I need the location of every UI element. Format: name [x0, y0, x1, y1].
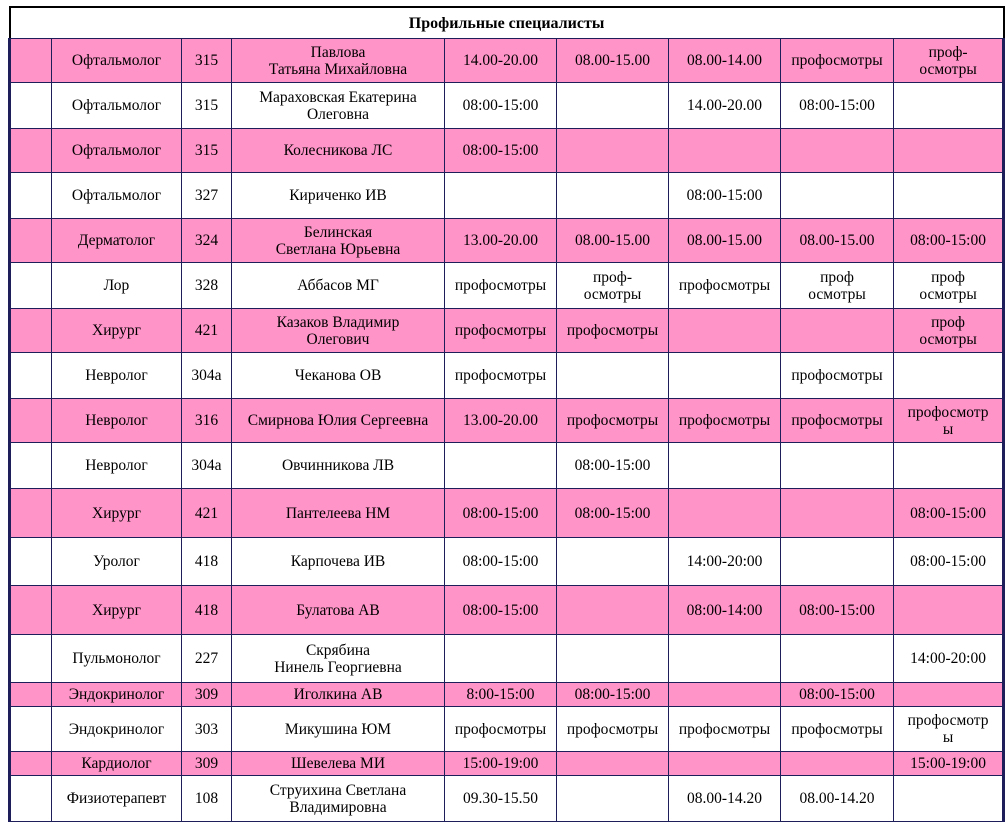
- doctor-name-cell: [232, 173, 445, 219]
- doctor-name-line: Белинская: [303, 223, 373, 241]
- schedule-cell: [445, 353, 557, 399]
- row-marker-cell: [10, 683, 52, 707]
- schedule-value: 14:00-20:00: [686, 553, 763, 570]
- row-marker-cell: [10, 309, 52, 353]
- schedule-cell: [781, 39, 894, 83]
- specialty-cell: Невролог: [52, 399, 182, 443]
- schedule-value: 08:00-15:00: [462, 601, 539, 619]
- schedule-cell: [669, 219, 781, 263]
- schedule-value: проф: [931, 268, 965, 286]
- schedule-cell: [781, 173, 894, 219]
- room-cell: 421: [182, 309, 232, 353]
- doctor-name-line: Струихина Светлана: [269, 781, 407, 799]
- specialty-cell: Хирург: [52, 586, 182, 635]
- schedule-value: ы: [942, 420, 954, 438]
- doctor-name-cell: [232, 399, 445, 443]
- table-row: [10, 586, 1004, 635]
- schedule-value: 08.00-15.00: [575, 52, 650, 69]
- schedule-value: 14:00-20:00: [910, 650, 986, 667]
- schedule-cell: [557, 399, 669, 443]
- doctor-name-line: Казаков Владимир: [276, 313, 400, 331]
- table-title: Профильные специалисты: [10, 7, 1004, 39]
- schedule-cell: [669, 538, 781, 586]
- schedule-value: осмотры: [919, 330, 977, 348]
- specialty-cell: Эндокринолог: [52, 707, 182, 752]
- doctor-name-line: Овчинникова ЛВ: [281, 457, 395, 474]
- doctor-name-cell: [232, 707, 445, 752]
- schedule-value: осмотры: [919, 60, 977, 78]
- doctor-name-cell: [232, 129, 445, 173]
- schedule-value: 08:00-15:00: [910, 504, 986, 522]
- schedule-cell: [557, 538, 669, 586]
- doctor-name-line: Олегович: [306, 330, 370, 348]
- table-row: [10, 263, 1004, 309]
- schedule-cell: [894, 129, 1004, 173]
- schedule-value: 08:00-14:00: [686, 601, 763, 619]
- schedule-cell: [445, 173, 557, 219]
- schedule-value: профосмотры: [454, 277, 547, 294]
- schedule-cell: [445, 586, 557, 635]
- room-cell: 324: [182, 219, 232, 263]
- schedule-value: 08:00-15:00: [799, 97, 875, 114]
- doctor-name-cell: [232, 752, 445, 776]
- row-marker-cell: [10, 173, 52, 219]
- doctor-name-line: Скрябина: [305, 641, 371, 659]
- row-marker-cell: [10, 707, 52, 752]
- doctor-name-cell: [232, 443, 445, 489]
- doctor-name-cell: [232, 776, 445, 822]
- specialty-cell: Лор: [52, 263, 182, 309]
- room-cell: 108: [182, 776, 232, 822]
- schedule-cell: [445, 538, 557, 586]
- schedule-value: 08.00-15.00: [687, 232, 762, 249]
- doctor-name-line: Владимировна: [289, 798, 387, 816]
- schedule-sheet: [8, 6, 1002, 820]
- schedule-value: 8:00-15:00: [466, 686, 535, 703]
- schedule-cell: [669, 752, 781, 776]
- schedule-value: 14.00-20.00: [463, 52, 538, 69]
- schedule-cell: [445, 263, 557, 309]
- row-marker-cell: [10, 538, 52, 586]
- schedule-cell: [445, 683, 557, 707]
- row-marker-cell: [10, 129, 52, 173]
- schedule-cell: [894, 399, 1004, 443]
- doctor-name-cell: [232, 353, 445, 399]
- schedule-cell: [669, 443, 781, 489]
- specialty-cell: Пульмонолог: [52, 635, 182, 683]
- specialty-cell: Офтальмолог: [52, 129, 182, 173]
- doctor-name-cell: [232, 586, 445, 635]
- schedule-value: 08:00-15:00: [574, 457, 651, 474]
- schedule-cell: [445, 219, 557, 263]
- row-marker-cell: [10, 443, 52, 489]
- schedule-value: профосмотры: [454, 720, 547, 738]
- schedule-cell: [781, 219, 894, 263]
- schedule-cell: [894, 683, 1004, 707]
- schedule-value: 14.00-20.00: [687, 97, 762, 114]
- doctor-name-cell: [232, 219, 445, 263]
- schedule-value: профосмотры: [791, 412, 883, 429]
- schedule-value: осмотры: [808, 285, 866, 303]
- schedule-cell: [445, 399, 557, 443]
- schedule-cell: [445, 39, 557, 83]
- schedule-cell: [781, 683, 894, 707]
- doctor-name-cell: [232, 39, 445, 83]
- row-marker-cell: [10, 752, 52, 776]
- schedule-value: профосмотры: [678, 277, 771, 294]
- room-cell: 316: [182, 399, 232, 443]
- doctor-name-line: Кириченко ИВ: [289, 187, 387, 204]
- schedule-cell: [894, 173, 1004, 219]
- schedule-value: осмотры: [583, 285, 642, 303]
- doctor-name-line: Аббасов МГ: [297, 277, 379, 294]
- specialty-cell: Офтальмолог: [52, 173, 182, 219]
- doctor-name-cell: [232, 635, 445, 683]
- schedule-cell: [781, 489, 894, 538]
- schedule-value: 13.00-20.00: [463, 412, 538, 429]
- schedule-cell: [557, 635, 669, 683]
- schedule-cell: [781, 586, 894, 635]
- schedule-value: 08:00-15:00: [462, 97, 539, 114]
- row-marker-cell: [10, 83, 52, 129]
- schedule-value: профосмотры: [791, 720, 883, 738]
- schedule-value: 08:00-15:00: [574, 686, 651, 703]
- schedule-value: ы: [942, 729, 954, 746]
- schedule-cell: [894, 752, 1004, 776]
- schedule-value: профосмотр: [907, 712, 989, 729]
- schedule-value: 15:00-19:00: [910, 755, 986, 772]
- schedule-value: 08.00-15.00: [575, 232, 650, 249]
- schedule-cell: [669, 309, 781, 353]
- schedule-cell: [557, 353, 669, 399]
- schedule-value: 08.00-15.00: [799, 232, 875, 249]
- schedule-cell: [445, 309, 557, 353]
- table-row: [10, 129, 1004, 173]
- table-row: [10, 309, 1004, 353]
- room-cell: 227: [182, 635, 232, 683]
- room-cell: 327: [182, 173, 232, 219]
- schedule-value: проф: [820, 268, 854, 286]
- schedule-cell: [557, 309, 669, 353]
- doctor-name-line: Микушина ЮМ: [284, 720, 392, 738]
- schedule-cell: [781, 538, 894, 586]
- schedule-value: профосмотры: [454, 322, 547, 339]
- row-marker-cell: [10, 219, 52, 263]
- schedule-cell: [445, 443, 557, 489]
- schedule-value: профосмотры: [678, 720, 771, 738]
- schedule-cell: [669, 39, 781, 83]
- room-cell: 421: [182, 489, 232, 538]
- schedule-cell: [557, 129, 669, 173]
- schedule-cell: [669, 586, 781, 635]
- schedule-value: 08:00-15:00: [574, 504, 651, 522]
- schedule-cell: [445, 752, 557, 776]
- doctor-name-cell: [232, 489, 445, 538]
- schedule-cell: [445, 489, 557, 538]
- doctor-name-line: Татьяна Михайловна: [268, 60, 408, 78]
- schedule-cell: [894, 39, 1004, 83]
- schedule-cell: [894, 707, 1004, 752]
- schedule-cell: [894, 776, 1004, 822]
- specialty-cell: Уролог: [52, 538, 182, 586]
- schedule-value: 08:00-15:00: [462, 142, 539, 159]
- schedule-cell: [781, 353, 894, 399]
- schedule-value: 08:00-15:00: [686, 187, 763, 204]
- schedule-cell: [894, 489, 1004, 538]
- table-row: [10, 399, 1004, 443]
- specialty-cell: Кардиолог: [52, 752, 182, 776]
- specialty-cell: Хирург: [52, 489, 182, 538]
- table-row: [10, 83, 1004, 129]
- specialists-table: [8, 6, 1005, 822]
- doctor-name-line: Шевелева МИ: [290, 755, 386, 772]
- doctor-name-line: Светлана Юрьевна: [275, 240, 401, 258]
- schedule-cell: [445, 776, 557, 822]
- schedule-cell: [894, 443, 1004, 489]
- doctor-name-line: Иголкина АВ: [293, 686, 383, 703]
- schedule-value: профосмотры: [566, 412, 659, 429]
- specialty-cell: Невролог: [52, 353, 182, 399]
- specialty-cell: Дерматолог: [52, 219, 182, 263]
- schedule-cell: [894, 586, 1004, 635]
- room-cell: 418: [182, 586, 232, 635]
- table-row: [10, 683, 1004, 707]
- schedule-cell: [669, 776, 781, 822]
- schedule-cell: [781, 707, 894, 752]
- table-row: [10, 39, 1004, 83]
- schedule-value: профосмотры: [791, 52, 883, 69]
- schedule-cell: [445, 83, 557, 129]
- schedule-cell: [669, 83, 781, 129]
- doctor-name-cell: [232, 683, 445, 707]
- room-cell: 309: [182, 752, 232, 776]
- schedule-cell: [894, 83, 1004, 129]
- schedule-value: 08.00-14.00: [687, 52, 762, 69]
- room-cell: 304а: [182, 353, 232, 399]
- table-row: [10, 443, 1004, 489]
- specialty-cell: Физиотерапевт: [52, 776, 182, 822]
- schedule-cell: [781, 309, 894, 353]
- schedule-cell: [557, 776, 669, 822]
- room-cell: 315: [182, 83, 232, 129]
- schedule-value: проф: [931, 313, 965, 331]
- schedule-value: профосмотры: [566, 322, 659, 339]
- schedule-cell: [669, 399, 781, 443]
- schedule-cell: [894, 538, 1004, 586]
- schedule-cell: [557, 586, 669, 635]
- row-marker-cell: [10, 263, 52, 309]
- schedule-cell: [781, 263, 894, 309]
- schedule-cell: [445, 707, 557, 752]
- schedule-value: осмотры: [919, 285, 977, 303]
- schedule-value: 08:00-15:00: [462, 553, 539, 570]
- schedule-value: 08:00-15:00: [910, 232, 986, 249]
- schedule-value: 15:00-19:00: [462, 755, 539, 772]
- schedule-cell: [669, 353, 781, 399]
- table-row: [10, 776, 1004, 822]
- specialty-cell: Офтальмолог: [52, 83, 182, 129]
- room-cell: 315: [182, 39, 232, 83]
- schedule-value: 13.00-20.00: [463, 232, 538, 249]
- specialty-cell: Эндокринолог: [52, 683, 182, 707]
- schedule-cell: [445, 129, 557, 173]
- schedule-cell: [781, 776, 894, 822]
- schedule-value: профосмотр: [907, 403, 989, 421]
- doctor-name-cell: [232, 309, 445, 353]
- schedule-cell: [781, 399, 894, 443]
- schedule-cell: [894, 353, 1004, 399]
- schedule-value: 08:00-15:00: [462, 504, 539, 522]
- table-row: [10, 219, 1004, 263]
- specialty-cell: Хирург: [52, 309, 182, 353]
- schedule-cell: [445, 635, 557, 683]
- schedule-cell: [669, 263, 781, 309]
- row-marker-cell: [10, 586, 52, 635]
- schedule-cell: [669, 707, 781, 752]
- schedule-cell: [669, 129, 781, 173]
- schedule-value: 08:00-15:00: [910, 553, 986, 570]
- schedule-cell: [669, 635, 781, 683]
- schedule-value: 08.00-14.20: [799, 790, 875, 807]
- doctor-name-line: Нинель Георгиевна: [274, 658, 402, 676]
- row-marker-cell: [10, 776, 52, 822]
- schedule-cell: [557, 219, 669, 263]
- schedule-cell: [557, 489, 669, 538]
- table-row: [10, 489, 1004, 538]
- schedule-cell: [669, 683, 781, 707]
- row-marker-cell: [10, 635, 52, 683]
- schedule-cell: [669, 173, 781, 219]
- doctor-name-cell: [232, 263, 445, 309]
- doctor-name-cell: [232, 538, 445, 586]
- schedule-cell: [557, 83, 669, 129]
- schedule-cell: [781, 752, 894, 776]
- doctor-name-line: Булатова АВ: [296, 601, 380, 619]
- schedule-value: 08.00-14.20: [687, 790, 762, 807]
- schedule-value: проф-: [928, 43, 968, 61]
- row-marker-cell: [10, 353, 52, 399]
- schedule-cell: [894, 309, 1004, 353]
- doctor-name-line: Смирнова Юлия Сергеевна: [247, 412, 429, 429]
- room-cell: 315: [182, 129, 232, 173]
- doctor-name-line: Колесникова ЛС: [283, 142, 393, 159]
- schedule-cell: [894, 263, 1004, 309]
- table-row: [10, 707, 1004, 752]
- doctor-name-line: Олеговна: [306, 105, 370, 123]
- table-row: [10, 752, 1004, 776]
- schedule-cell: [557, 707, 669, 752]
- doctor-name-line: Пантелеева НМ: [285, 504, 391, 522]
- schedule-value: 08:00-15:00: [799, 601, 875, 619]
- schedule-value: профосмотры: [454, 367, 547, 384]
- room-cell: 328: [182, 263, 232, 309]
- row-marker-cell: [10, 489, 52, 538]
- schedule-cell: [781, 443, 894, 489]
- schedule-value: проф-: [593, 268, 632, 286]
- table-row: [10, 538, 1004, 586]
- schedule-cell: [781, 635, 894, 683]
- schedule-cell: [557, 683, 669, 707]
- room-cell: 309: [182, 683, 232, 707]
- schedule-cell: [557, 173, 669, 219]
- schedule-value: профосмотры: [566, 720, 659, 738]
- table-row: [10, 353, 1004, 399]
- room-cell: 304а: [182, 443, 232, 489]
- specialty-cell: Офтальмолог: [52, 39, 182, 83]
- room-cell: 303: [182, 707, 232, 752]
- doctor-name-line: Павлова: [310, 43, 366, 61]
- table-row: [10, 173, 1004, 219]
- schedule-value: 09.30-15.50: [463, 790, 538, 807]
- schedule-cell: [557, 39, 669, 83]
- table-row: [10, 635, 1004, 683]
- schedule-cell: [557, 752, 669, 776]
- doctor-name-cell: [232, 83, 445, 129]
- schedule-cell: [894, 635, 1004, 683]
- schedule-cell: [557, 263, 669, 309]
- doctor-name-line: Мараховская Екатерина: [259, 88, 417, 106]
- schedule-cell: [669, 489, 781, 538]
- schedule-value: 08:00-15:00: [799, 686, 875, 703]
- doctor-name-line: Карпочева ИВ: [290, 553, 386, 570]
- schedule-cell: [894, 219, 1004, 263]
- room-cell: 418: [182, 538, 232, 586]
- schedule-value: профосмотры: [678, 412, 771, 429]
- schedule-value: профосмотры: [791, 367, 883, 384]
- schedule-cell: [557, 443, 669, 489]
- doctor-name-line: Чеканова ОВ: [294, 367, 382, 384]
- row-marker-cell: [10, 39, 52, 83]
- row-marker-cell: [10, 399, 52, 443]
- schedule-cell: [781, 129, 894, 173]
- specialty-cell: Невролог: [52, 443, 182, 489]
- schedule-cell: [781, 83, 894, 129]
